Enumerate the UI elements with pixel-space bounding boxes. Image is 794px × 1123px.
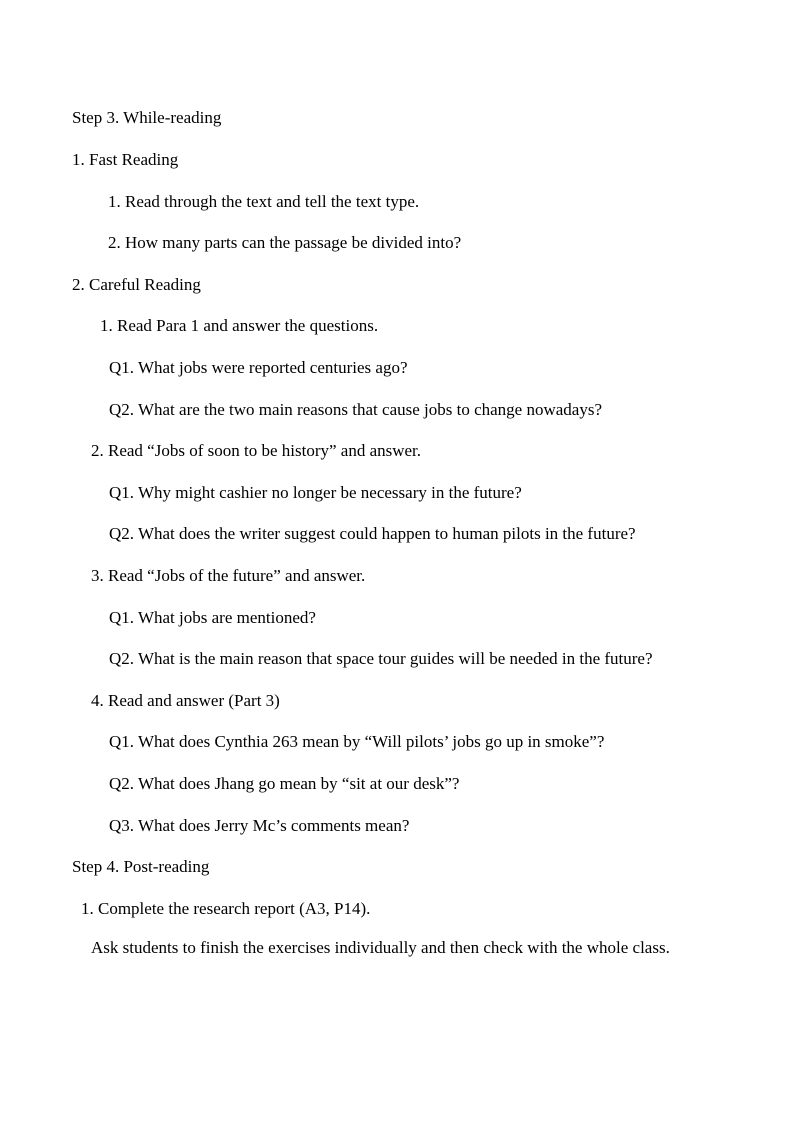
step3-heading: Step 3. While-reading [72, 108, 222, 127]
careful-reading-heading: 2. Careful Reading [72, 275, 201, 294]
task-label: 2. Read “Jobs of soon to be history” and answer. [91, 441, 422, 460]
question: Q3. What does Jerry Mc’s comments mean? [109, 816, 410, 835]
question: Q1. Why might cashier no longer be necessary in the future? [109, 483, 522, 502]
question: Q1. What jobs are mentioned? [109, 608, 316, 627]
step4-heading: Step 4. Post-reading [72, 857, 210, 876]
fast-reading-item: 2. How many parts can the passage be divided into? [108, 233, 462, 252]
post-reading-task: 1. Complete the research report (A3, P14). [81, 899, 371, 918]
question: Q1. What does Cynthia 263 mean by “Will pilots’ jobs go up in smoke”? [109, 732, 605, 751]
question: Q2. What are the two main reasons that cause jobs to change nowadays? [109, 400, 602, 419]
fast-reading-item: 1. Read through the text and tell the text type. [108, 192, 420, 211]
question: Q1. What jobs were reported centuries ago? [109, 358, 408, 377]
post-reading-paragraph: Ask students to finish the exercises individually and then check with the whole class. [91, 938, 670, 957]
task-label: 1. Read Para 1 and answer the questions. [100, 316, 379, 335]
question: Q2. What does the writer suggest could happen to human pilots in the future? [109, 524, 636, 543]
question: Q2. What does Jhang go mean by “sit at our desk”? [109, 774, 460, 793]
task-label: 3. Read “Jobs of the future” and answer. [91, 566, 366, 585]
task-label: 4. Read and answer (Part 3) [91, 691, 280, 710]
fast-reading-heading: 1. Fast Reading [72, 150, 179, 169]
question: Q2. What is the main reason that space tour guides will be needed in the future? [109, 649, 653, 668]
